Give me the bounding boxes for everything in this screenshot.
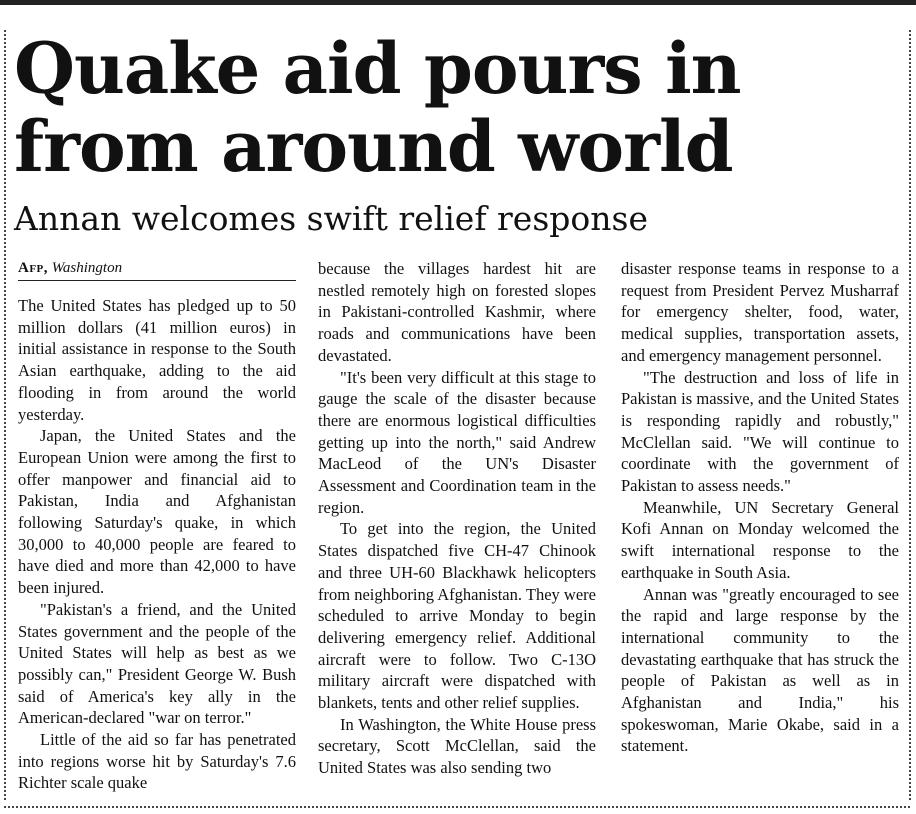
- top-rule: [0, 0, 916, 5]
- paragraph: Little of the aid so far has penetrated into regions worse hit by Saturday's 7.6 Richter scale quake: [18, 730, 296, 793]
- paragraph: Meanwhile, UN Secretary General Kofi Annan on Monday welcomed the swift international response to the earthquake in South Asia.: [621, 497, 899, 582]
- column-2: [318, 258, 596, 779]
- paragraph-continued: disaster response teams in response to a request from President Pervez Musharraf for emergency shelter, food, water, medical supplies, transportation assets, and emergency management personnel.: [621, 259, 899, 365]
- paragraph: "Pakistan's a friend, and the United States government and the people of the United States will help as best as we possibly can," President George W. Bush said of America's key ally in the American-declared "war on terror.": [18, 599, 296, 728]
- paragraph-continued: because the villages hardest hit are nestled remotely high on forested slopes in Pakistani-controlled Kashmir, where roads and communications have been devastated.: [318, 259, 596, 365]
- paragraph: "It's been very difficult at this stage to gauge the scale of the disaster because there are enormous logistical difficulties getting up into the north," said Andrew MacLeod of the UN's Disaster Assessment and Coordination team in the region.: [318, 367, 596, 517]
- paragraph: Japan, the United States and the European Union were among the first to offer manpower and financial aid to Pakistan, India and Afghanistan following Saturday's quake, in which 30,000 to 40,000 people are feared to have died and more than 42,000 to have been injured.: [18, 426, 296, 598]
- column-1: [18, 258, 296, 794]
- byline: [18, 258, 296, 281]
- subheadline: Annan welcomes swift relief response: [14, 199, 648, 238]
- paragraph: Annan was "greatly encouraged to see the rapid and large response by the international community to the devastating earthquake that has struck the people of Pakistan as well as in Afghanistan and India," his spokeswoman, Marie Okabe, said in a statement.: [621, 584, 899, 756]
- column-3: [621, 258, 899, 757]
- byline-dateline: Washington: [51, 260, 123, 276]
- paragraph: In Washington, the White House press secretary, Scott McClellan, said the United States was also sending two: [318, 714, 596, 778]
- left-dotted-border: [4, 30, 6, 800]
- paragraph: The United States has pledged up to 50 million dollars (41 million euros) in initial assistance in response to the South Asian earthquake, adding to the aid flooding in from around the world yesterday.: [18, 296, 296, 424]
- bottom-dotted-border: [4, 806, 910, 808]
- byline-agency: Afp,: [18, 260, 49, 276]
- headline: Quake aid pours in from around world: [14, 27, 741, 188]
- paragraph: To get into the region, the United States dispatched five CH-47 Chinook and three UH-60 Blackhawk helicopters from neighboring Afghanistan. They were scheduled to arrive Monday to begin delivering emergency relief. Additional aircraft were to follow. Two C-13O military aircraft were dispatched with blankets, tents and other relief supplies.: [318, 519, 596, 713]
- right-dotted-border: [909, 30, 911, 800]
- paragraph: "The destruction and loss of life in Pakistan is massive, and the United States is responding rapidly and robustly," McClellan said. "We will continue to coordinate with the government of Pakistan to assess needs.": [621, 367, 899, 496]
